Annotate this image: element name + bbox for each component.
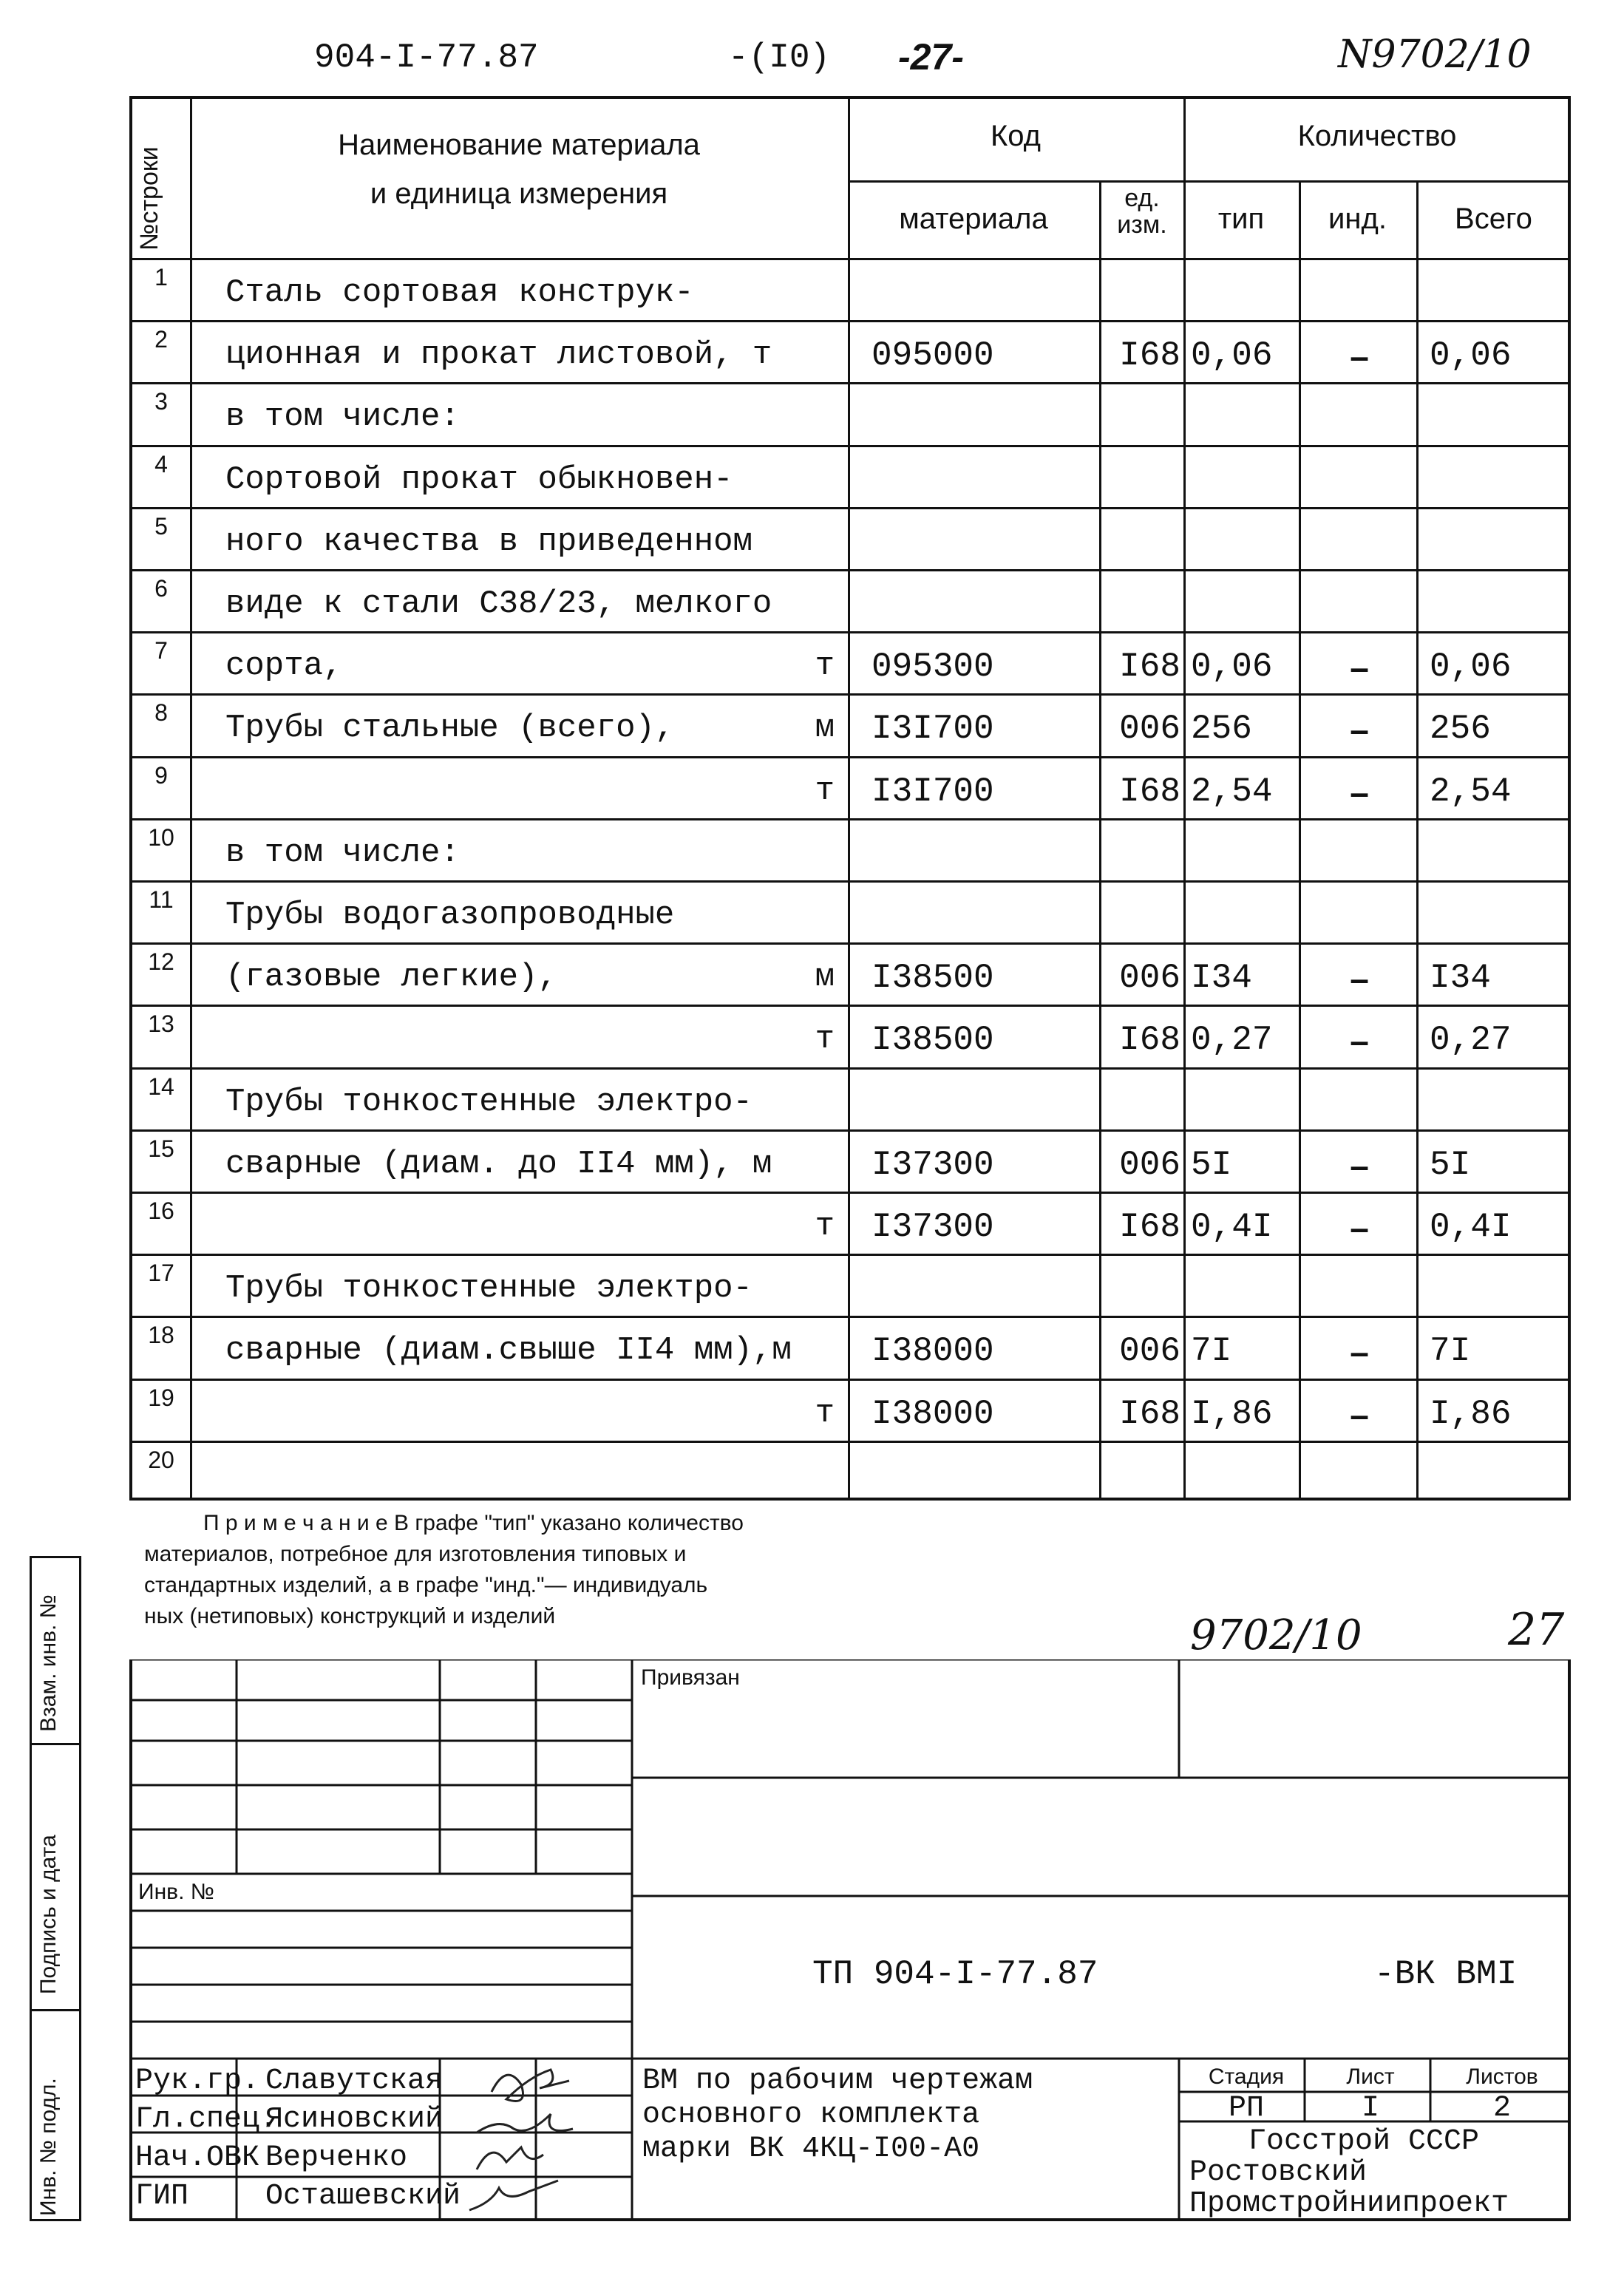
row-number: 19 (148, 1384, 174, 1411)
table-row (132, 818, 1568, 880)
row-number: 3 (154, 388, 168, 415)
organization-line: Ростовский (1189, 2156, 1368, 2189)
footer-page-number: 27 (1508, 1604, 1565, 1656)
table-row (132, 1067, 1568, 1129)
row-number: 4 (154, 450, 168, 478)
unit: м (815, 710, 835, 747)
quantity-type: 0,4I (1191, 1208, 1273, 1246)
replacement-inventory-label: Взам. инв. № (36, 1594, 61, 1732)
material-name: Сортовой прокат обыкновен- (225, 461, 733, 498)
row-number: 6 (154, 575, 168, 602)
row-number: 1 (154, 264, 168, 290)
table-row (132, 880, 1568, 942)
signatory-role: Гл.спец. (135, 2103, 278, 2136)
unit-code: I68 (1119, 1208, 1180, 1246)
document-title (642, 2065, 1033, 2167)
material-name: ного качества в приведенном (225, 523, 752, 560)
materials-table (129, 96, 1571, 1501)
table-row (132, 1192, 1568, 1254)
sheet-label: Лист (1346, 2065, 1395, 2089)
inventory-number-label: Инв. № (138, 1880, 214, 1904)
material-name: Трубы водогазопроводные (225, 897, 675, 934)
material-code: I38500 (872, 1021, 994, 1060)
row-number: 9 (154, 761, 168, 789)
sheet-index: -(I0) (728, 38, 831, 77)
material-code: I3I700 (872, 710, 994, 749)
table-row (132, 382, 1568, 444)
row-number: 5 (154, 512, 168, 540)
grid-line (32, 1743, 79, 1745)
document-title-line: марки ВК 4КЦ-I00-А0 (642, 2133, 980, 2166)
material-code: I38000 (872, 1394, 994, 1433)
sheets-value: 2 (1492, 2092, 1511, 2125)
table-row (132, 320, 1568, 382)
stage-label: Стадия (1208, 2065, 1285, 2089)
organization (1189, 2127, 1509, 2220)
row-number: 16 (148, 1197, 174, 1224)
table-row (132, 258, 1568, 320)
quantity-individual: – (1350, 1209, 1369, 1247)
quantity-type: 5I (1191, 1145, 1232, 1184)
row-number: 7 (154, 637, 168, 665)
quantity-total: I34 (1430, 959, 1491, 998)
col-code-header: Код (990, 120, 1041, 152)
row-number: 15 (148, 1135, 174, 1162)
quantity-type: 7I (1191, 1332, 1232, 1371)
row-number: 11 (149, 886, 174, 913)
material-name: сварные (диам.свыше II4 мм),м (225, 1332, 792, 1370)
organization-line: Госстрой СССР (1248, 2125, 1480, 2158)
unit-code: I68 (1119, 1021, 1180, 1060)
quantity-total: 7I (1430, 1332, 1471, 1371)
material-name: Трубы стальные (всего), (225, 710, 675, 747)
unit-code: I68 (1119, 648, 1180, 687)
quantity-individual: – (1350, 337, 1369, 376)
row-number: 20 (148, 1446, 174, 1473)
quantity-type: 256 (1191, 710, 1252, 749)
row-number: 10 (148, 823, 174, 851)
project-designation: ТП 904-I-77.87 (812, 1955, 1098, 1994)
quantity-type: I,86 (1191, 1394, 1273, 1433)
material-name: сварные (диам. до II4 мм), м (225, 1145, 772, 1183)
grid-line (848, 180, 1568, 183)
document-title-line: основного комплекта (642, 2099, 980, 2132)
quantity-total: 0,06 (1430, 336, 1512, 375)
row-number: 18 (148, 1322, 174, 1349)
quantity-individual: – (1350, 648, 1369, 687)
quantity-individual: – (1350, 1395, 1369, 1434)
quantity-total: 0,06 (1430, 648, 1512, 687)
quantity-individual: – (1350, 772, 1369, 812)
quantity-type: 2,54 (1191, 772, 1273, 811)
table-row (132, 1379, 1568, 1441)
material-code: I37300 (872, 1208, 994, 1246)
quantity-individual: – (1350, 1022, 1369, 1061)
footer-archive-number: 9702/10 (1190, 1611, 1362, 1659)
note-line: П р и м е ч а н и е В графе "тип" указано количество (203, 1511, 744, 1535)
stage-value: РП (1228, 2092, 1264, 2125)
unit: м (815, 959, 835, 996)
unit: т (815, 1021, 835, 1058)
organization-line: Промстройниипроект (1189, 2187, 1509, 2220)
quantity-individual: – (1350, 1146, 1369, 1185)
table-row (132, 756, 1568, 818)
table-row (132, 693, 1568, 755)
unit-code: I68 (1119, 772, 1180, 811)
table-row (132, 631, 1568, 693)
col-code-unit-header: ед. изм. (1117, 184, 1167, 239)
quantity-individual: – (1350, 1333, 1369, 1372)
sheets-label: Листов (1466, 2065, 1538, 2089)
signatory-role: Нач.ОВК (135, 2141, 260, 2175)
material-name: ционная и прокат листовой, т (225, 336, 772, 374)
grid-line (32, 2009, 79, 2011)
unit-code: 006 (1119, 1145, 1180, 1184)
col-name-header-line2: и единица измерения (370, 177, 668, 210)
col-type-header: тип (1217, 203, 1265, 235)
quantity-type: I34 (1191, 959, 1252, 998)
unit: т (815, 648, 835, 685)
material-name: в том числе: (225, 398, 460, 436)
signatory-role: ГИП (135, 2180, 189, 2213)
signatory-name: Осташевский (265, 2180, 461, 2213)
note-line: стандартных изделий, а в графе "инд."— индивидуаль (144, 1573, 708, 1597)
table-row (132, 507, 1568, 569)
row-number: 17 (148, 1260, 174, 1287)
material-code: 095300 (872, 648, 994, 687)
row-number: 13 (148, 1010, 174, 1038)
material-name: Трубы тонкостенные электро- (225, 1270, 752, 1308)
material-name: в том числе: (225, 834, 460, 871)
quantity-type: 0,27 (1191, 1021, 1273, 1060)
col-row-number-header: №строки (135, 146, 163, 251)
col-ind-header: инд. (1328, 203, 1387, 235)
table-row (132, 1254, 1568, 1316)
page-number: -27- (898, 36, 964, 78)
signatory-name: Верченко (265, 2141, 408, 2175)
quantity-total: I,86 (1430, 1394, 1512, 1433)
quantity-individual: – (1350, 959, 1369, 999)
row-number: 12 (148, 948, 174, 976)
unit-code: I68 (1119, 1394, 1180, 1433)
col-total-header: Всего (1455, 203, 1532, 235)
material-code: 095000 (872, 336, 994, 375)
unit-code: 006 (1119, 710, 1180, 749)
quantity-type: 0,06 (1191, 336, 1273, 375)
unit-code: 006 (1119, 959, 1180, 998)
unit: т (815, 1394, 835, 1432)
note-line: ных (нетиповых) конструкций и изделий (144, 1604, 556, 1628)
material-name: Сталь сортовая конструк- (225, 274, 694, 311)
quantity-total: 0,4I (1430, 1208, 1512, 1246)
table-row (132, 942, 1568, 1005)
document-title-line: ВМ по рабочим чертежам (642, 2065, 1033, 2098)
col-code-material-header: материала (899, 203, 1048, 235)
original-inventory-label: Инв. № подл. (36, 2078, 61, 2216)
left-margin-strip (30, 1556, 81, 2221)
note-line: материалов, потребное для изготовления типовых и (144, 1542, 687, 1566)
table-row (132, 1441, 1568, 1503)
title-block (129, 1659, 1571, 2221)
row-number: 2 (154, 326, 168, 353)
quantity-type: 0,06 (1191, 648, 1273, 687)
project-designation-suffix: -ВК ВМI (1374, 1955, 1518, 1994)
unit-code: I68 (1119, 336, 1180, 375)
material-name: Трубы тонкостенные электро- (225, 1083, 752, 1121)
quantity-total: 5I (1430, 1145, 1471, 1184)
material-name: виде к стали С38/23, мелкого (225, 585, 772, 622)
material-code: I3I700 (872, 772, 994, 811)
material-name: (газовые легкие), (225, 959, 557, 996)
quantity-total: 0,27 (1430, 1021, 1512, 1060)
quantity-individual: – (1350, 710, 1369, 750)
signature-date-label: Подпись и дата (36, 1835, 61, 1994)
signatory-name: Славутская (265, 2065, 444, 2098)
table-row (132, 569, 1568, 631)
signatory-name: Ясиновский (265, 2103, 444, 2136)
table-row (132, 1316, 1568, 1378)
unit: т (815, 1208, 835, 1245)
attached-label: Привязан (641, 1665, 740, 1690)
col-name-header-line1: Наименование материала (338, 129, 700, 161)
unit: т (815, 772, 835, 809)
note (144, 1508, 1053, 1632)
quantity-total: 2,54 (1430, 772, 1512, 811)
signatory-role: Рук.гр. (135, 2065, 260, 2098)
table-row (132, 445, 1568, 507)
material-code: I38000 (872, 1332, 994, 1371)
material-code: I37300 (872, 1145, 994, 1184)
col-quantity-header: Количество (1297, 120, 1457, 152)
material-name: сорта, (225, 648, 343, 685)
document-code: 904-I-77.87 (314, 38, 539, 77)
table-row (132, 1129, 1568, 1192)
unit-code: 006 (1119, 1332, 1180, 1371)
archive-number: N9702/10 (1338, 33, 1532, 77)
table-row (132, 1005, 1568, 1067)
material-code: I38500 (872, 959, 994, 998)
row-number: 14 (148, 1073, 174, 1100)
sheet-value: I (1361, 2092, 1379, 2125)
quantity-total: 256 (1430, 710, 1491, 749)
row-number: 8 (154, 699, 168, 727)
